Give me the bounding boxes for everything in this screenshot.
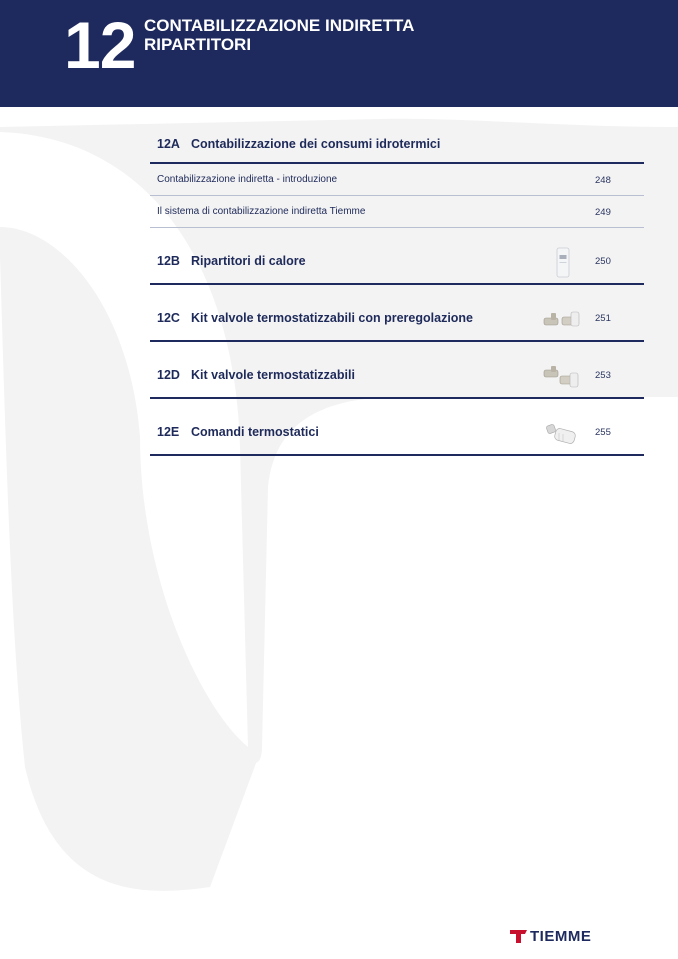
chapter-title-line2: RIPARTITORI xyxy=(144,35,252,54)
subitem-label: Il sistema di contabilizzazione indiretta Tiemme xyxy=(157,206,366,217)
section-code: 12E xyxy=(157,425,180,439)
toc-subitem[interactable] xyxy=(150,196,644,228)
section-12d-row[interactable] xyxy=(150,342,644,399)
section-code: 12D xyxy=(157,368,180,382)
chapter-title xyxy=(144,16,414,54)
chapter-header xyxy=(0,0,678,107)
section-title: Contabilizzazione dei consumi idrotermici xyxy=(191,137,441,151)
section-12c-row[interactable] xyxy=(150,285,644,342)
section-title: Kit valvole termostatizzabili con preregolazione xyxy=(191,311,474,325)
section-12a-header[interactable] xyxy=(150,130,644,164)
chapter-title-line1: CONTABILIZZAZIONE INDIRETTA xyxy=(144,16,415,35)
tiemme-logo xyxy=(510,926,591,946)
subitem-label: Contabilizzazione indiretta - introduzione xyxy=(157,174,338,185)
tiemme-logo-icon xyxy=(510,930,527,943)
page-number: 253 xyxy=(595,370,611,381)
page-number: 248 xyxy=(595,175,611,186)
brand-name: TIEMME xyxy=(530,927,592,945)
section-title: Ripartitori di calore xyxy=(191,254,306,268)
section-code: 12B xyxy=(157,254,180,268)
section-code: 12C xyxy=(157,311,180,325)
valve-kit-thumbnail-icon xyxy=(542,364,582,390)
page-number: 255 xyxy=(595,427,611,438)
heat-meter-thumbnail-icon xyxy=(553,247,573,279)
page-number: 249 xyxy=(595,207,611,218)
chapter-number: 12 xyxy=(64,8,136,82)
toc-subitem[interactable] xyxy=(150,164,644,196)
section-code: 12A xyxy=(157,137,180,151)
thermostatic-head-thumbnail-icon xyxy=(545,421,579,447)
table-of-contents xyxy=(150,130,644,456)
section-12e-row[interactable] xyxy=(150,399,644,456)
valve-kit-thumbnail-icon xyxy=(542,309,582,331)
page-number: 250 xyxy=(595,256,611,267)
section-title: Kit valvole termostatizzabili xyxy=(191,368,355,382)
section-12b-row[interactable] xyxy=(150,228,644,285)
section-title: Comandi termostatici xyxy=(191,425,319,439)
page-number: 251 xyxy=(595,313,611,324)
